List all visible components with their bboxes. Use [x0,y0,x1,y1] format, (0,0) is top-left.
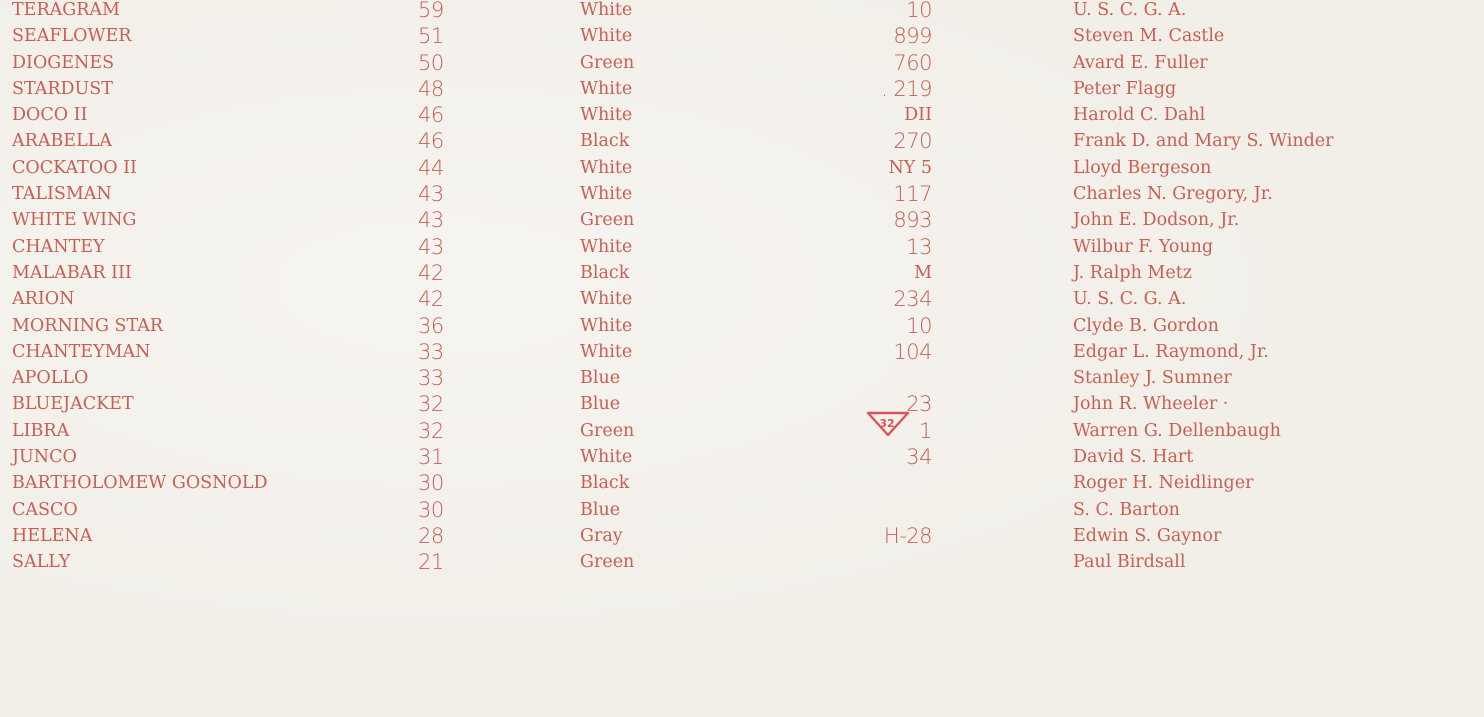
emblem-number: 32 [879,417,895,430]
yacht-name: BLUEJACKET [12,394,134,415]
sail-number: 13 [906,234,932,259]
yacht-owner: Roger H. Neidlinger [1073,473,1254,494]
yacht-length: 32 [418,392,444,417]
sail-number: 34 [906,445,932,470]
yacht-length: 36 [418,313,444,338]
sail-number: 1 [919,418,932,443]
yacht-color: Black [580,131,630,152]
yacht-owner: Harold C. Dahl [1073,105,1206,126]
yacht-length: 42 [418,287,444,312]
table-row [0,339,1484,365]
table-row [0,76,1484,102]
yacht-color: White [580,157,633,178]
yacht-owner: Avard E. Fuller [1073,52,1208,73]
yacht-color: Green [580,420,635,441]
table-row [0,155,1484,181]
sail-number: 893 [893,208,932,233]
table-row [0,391,1484,417]
table-row [0,470,1484,496]
yacht-color: White [580,0,633,20]
sail-number: 10 [906,0,932,22]
sail-number: . 219 [881,76,932,101]
yacht-color: White [580,289,633,310]
yacht-color: White [580,341,633,362]
yacht-length: 43 [418,234,444,259]
yacht-owner: Frank D. and Mary S. Winder [1073,131,1334,152]
table-row [0,497,1484,523]
yacht-length: 46 [418,103,444,128]
yacht-color: White [580,447,633,468]
table-row [0,181,1484,207]
yacht-owner: Paul Birdsall [1073,552,1186,573]
sail-number: 270 [893,129,932,154]
yacht-name: MALABAR III [12,262,132,283]
yacht-color: Blue [580,499,621,520]
yacht-name: COCKATOO II [12,157,137,178]
yacht-owner: Lloyd Bergeson [1073,157,1212,178]
yacht-length: 28 [418,523,444,548]
yacht-name: DIOGENES [12,52,115,73]
yacht-length: 44 [418,155,444,180]
yacht-name: ARION [12,289,75,310]
yacht-owner: David S. Hart [1073,447,1194,468]
table-row [0,23,1484,49]
sail-number: 117 [893,182,932,207]
yacht-color: White [580,315,633,336]
libra-emblem-icon [864,410,912,438]
yacht-name: DOCO II [12,105,88,126]
table-row [0,365,1484,391]
yacht-owner: John E. Dodson, Jr. [1073,210,1240,231]
yacht-length: 42 [418,260,444,285]
table-row [0,260,1484,286]
yacht-length: 51 [418,24,444,49]
yacht-owner: John R. Wheeler · [1073,394,1229,415]
yacht-length: 33 [418,366,444,391]
sail-number: 899 [893,24,932,49]
yacht-owner: Wilbur F. Young [1073,236,1214,257]
yacht-length: 33 [418,339,444,364]
sail-number: M [914,262,932,283]
yacht-owner: Charles N. Gregory, Jr. [1073,184,1273,205]
yacht-name: BARTHOLOMEW GOSNOLD [12,473,268,494]
yacht-owner: U. S. C. G. A. [1073,0,1187,20]
yacht-length: 50 [418,50,444,75]
yacht-name: SEAFLOWER [12,26,132,47]
yacht-name: JUNCO [12,447,77,468]
table-row [0,444,1484,470]
table-row [0,207,1484,233]
yacht-length: 30 [418,471,444,496]
yacht-name: APOLLO [12,368,89,389]
yacht-name: HELENA [12,525,93,546]
sail-number: 104 [893,339,932,364]
sail-number: 234 [893,287,932,312]
yacht-color: White [580,26,633,47]
table-row [0,0,1484,23]
yacht-name: ARABELLA [12,131,112,152]
yacht-length: 43 [418,208,444,233]
yacht-color: Green [580,210,635,231]
table-row [0,418,1484,444]
table-row [0,286,1484,312]
yacht-color: White [580,78,633,99]
yacht-name: TALISMAN [12,184,112,205]
yacht-owner: Steven M. Castle [1073,26,1225,47]
yacht-name: LIBRA [12,420,70,441]
yacht-length: 46 [418,129,444,154]
table-row [0,50,1484,76]
yacht-name: TERAGRAM [12,0,120,20]
yacht-color: Green [580,552,635,573]
yacht-name: CHANTEYMAN [12,341,151,362]
yacht-color: Green [580,52,635,73]
yacht-owner: Stanley J. Sumner [1073,368,1232,389]
yacht-name: CHANTEY [12,236,105,257]
yacht-length: 48 [418,76,444,101]
yacht-owner: S. C. Barton [1073,499,1180,520]
yacht-name: STARDUST [12,78,113,99]
sail-number: 10 [906,313,932,338]
table-row [0,102,1484,128]
yacht-owner: Clyde B. Gordon [1073,315,1219,336]
sail-number: 760 [893,50,932,75]
yacht-length: 30 [418,497,444,522]
yacht-color: White [580,184,633,205]
yacht-color: White [580,105,633,126]
yacht-color: Black [580,262,630,283]
yacht-length: 31 [418,445,444,470]
yacht-owner: J. Ralph Metz [1073,262,1192,283]
yacht-owner: U. S. C. G. A. [1073,289,1187,310]
yacht-name: WHITE WING [12,210,137,231]
yacht-owner: Warren G. Dellenbaugh [1073,420,1281,441]
table-row [0,549,1484,575]
yacht-color: Blue [580,368,621,389]
yacht-color: White [580,236,633,257]
yacht-color: Gray [580,525,623,546]
sail-number: 23 [906,392,932,417]
table-row [0,523,1484,549]
table-row [0,128,1484,154]
yacht-owner: Edwin S. Gaynor [1073,525,1222,546]
yacht-color: Black [580,473,630,494]
yacht-name: CASCO [12,499,78,520]
table-row [0,234,1484,260]
yacht-length: 21 [418,550,444,575]
yacht-length: 43 [418,182,444,207]
sail-number: H-28 [883,523,932,548]
yacht-name: MORNING STAR [12,315,164,336]
sail-number: NY 5 [888,157,932,178]
yacht-length: 59 [418,0,444,22]
yacht-color: Blue [580,394,621,415]
yacht-owner: Edgar L. Raymond, Jr. [1073,341,1269,362]
yacht-owner: Peter Flagg [1073,78,1177,99]
sail-number: DII [904,105,932,126]
yacht-name: SALLY [12,552,71,573]
yacht-length: 32 [418,418,444,443]
table-row [0,313,1484,339]
